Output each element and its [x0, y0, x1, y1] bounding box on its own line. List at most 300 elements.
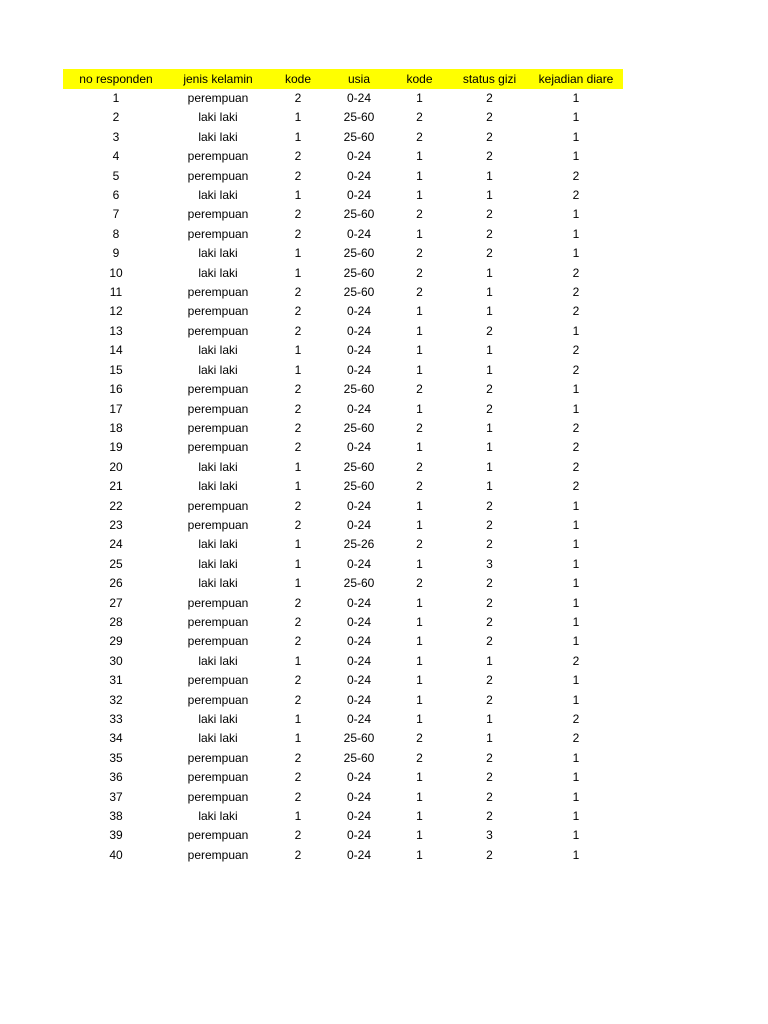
cell-no-responden: 17 [109, 401, 123, 416]
table-row [63, 768, 623, 787]
cell-kode-usia: 2 [416, 129, 423, 144]
table-row [63, 89, 623, 108]
cell-status-gizi: 2 [486, 692, 493, 707]
cell-kode-gender: 2 [294, 614, 302, 629]
cell-jenis-kelamin: perempuan [187, 323, 249, 338]
cell-kejadian-diare: 2 [572, 285, 580, 300]
cell-kode-usia: 1 [416, 634, 423, 649]
cell-no-responden: 10 [109, 265, 123, 280]
cell-usia: 0-24 [346, 323, 372, 338]
cell-kejadian-diare: 1 [572, 828, 580, 843]
table-row [63, 225, 623, 244]
cell-usia: 0-24 [346, 343, 372, 358]
cell-kode-usia: 2 [416, 459, 423, 474]
cell-kode-gender: 1 [294, 362, 302, 377]
cell-jenis-kelamin: laki laki [198, 129, 238, 144]
table-row [63, 400, 623, 419]
cell-status-gizi: 2 [486, 634, 493, 649]
cell-kode-gender: 2 [294, 149, 302, 164]
cell-no-responden: 35 [109, 750, 123, 765]
cell-status-gizi: 2 [486, 789, 493, 804]
cell-kejadian-diare: 2 [572, 653, 580, 668]
cell-kode-gender: 1 [294, 479, 302, 494]
cell-kode-usia: 2 [416, 382, 423, 397]
cell-jenis-kelamin: laki laki [198, 731, 238, 746]
cell-kode-gender: 2 [294, 420, 302, 435]
table-row [63, 361, 623, 380]
cell-kode-gender: 1 [294, 246, 302, 261]
cell-usia: 25-60 [343, 576, 375, 591]
cell-usia: 0-24 [346, 91, 372, 105]
cell-kejadian-diare: 1 [572, 614, 580, 629]
cell-kode-usia: 1 [416, 226, 423, 241]
cell-kejadian-diare: 1 [572, 226, 580, 241]
cell-kode-gender: 2 [294, 847, 302, 862]
table-row [63, 380, 623, 399]
cell-jenis-kelamin: laki laki [198, 246, 238, 261]
cell-no-responden: 20 [109, 459, 123, 474]
cell-status-gizi: 3 [486, 556, 493, 571]
header-no-responden: no responden [63, 69, 169, 89]
cell-jenis-kelamin: perempuan [187, 207, 249, 222]
cell-usia: 25-26 [343, 537, 375, 552]
table-row [63, 729, 623, 748]
header-kejadian-diare: kejadian diare [529, 69, 623, 89]
cell-status-gizi: 2 [486, 809, 493, 824]
cell-kejadian-diare: 2 [572, 479, 580, 494]
cell-no-responden: 40 [109, 847, 123, 862]
cell-kejadian-diare: 1 [572, 382, 580, 397]
cell-kode-gender: 2 [294, 750, 302, 765]
cell-kode-usia: 1 [416, 304, 423, 319]
cell-usia: 0-24 [346, 440, 372, 455]
cell-status-gizi: 1 [486, 731, 493, 746]
cell-status-gizi: 2 [486, 517, 493, 532]
table-row [63, 108, 623, 127]
cell-status-gizi: 1 [486, 304, 493, 319]
cell-kode-gender: 2 [294, 304, 302, 319]
cell-status-gizi: 1 [486, 420, 493, 435]
cell-usia: 25-60 [343, 382, 375, 397]
cell-kejadian-diare: 1 [572, 770, 580, 785]
cell-kejadian-diare: 1 [572, 323, 580, 338]
cell-no-responden: 5 [112, 168, 120, 183]
cell-no-responden: 15 [109, 362, 123, 377]
cell-kode-gender: 1 [294, 653, 302, 668]
cell-kode-gender: 2 [294, 828, 302, 843]
cell-kode-gender: 1 [294, 537, 302, 552]
cell-jenis-kelamin: perempuan [187, 634, 249, 649]
cell-no-responden: 37 [109, 789, 123, 804]
cell-jenis-kelamin: perempuan [187, 770, 249, 785]
cell-kode-gender: 2 [294, 595, 302, 610]
cell-status-gizi: 1 [486, 265, 493, 280]
cell-kode-usia: 1 [416, 556, 423, 571]
cell-kode-usia: 2 [416, 731, 423, 746]
cell-kejadian-diare: 1 [572, 110, 580, 125]
cell-usia: 0-24 [346, 712, 372, 726]
cell-usia: 25-60 [343, 265, 375, 280]
cell-kode-usia: 2 [416, 265, 423, 280]
table-row [63, 652, 623, 671]
cell-status-gizi: 1 [486, 188, 493, 203]
cell-kejadian-diare: 1 [572, 246, 580, 261]
table-row [63, 322, 623, 341]
cell-usia: 0-24 [346, 226, 372, 241]
cell-no-responden: 24 [109, 537, 123, 552]
header-row [63, 69, 623, 89]
cell-kejadian-diare: 2 [572, 343, 580, 358]
cell-no-responden: 9 [112, 246, 120, 261]
cell-kode-gender: 2 [294, 323, 302, 338]
cell-jenis-kelamin: perempuan [187, 847, 249, 862]
cell-kode-usia: 2 [416, 285, 423, 300]
cell-jenis-kelamin: perempuan [187, 517, 249, 532]
cell-kejadian-diare: 2 [572, 304, 580, 319]
cell-kode-gender: 1 [294, 712, 302, 726]
cell-jenis-kelamin: laki laki [198, 362, 238, 377]
cell-kode-gender: 1 [294, 188, 302, 203]
cell-status-gizi: 2 [486, 226, 493, 241]
cell-kejadian-diare: 1 [572, 847, 580, 862]
cell-status-gizi: 3 [486, 828, 493, 843]
cell-kode-usia: 2 [416, 207, 423, 222]
cell-kode-gender: 1 [294, 731, 302, 746]
cell-status-gizi: 2 [486, 207, 493, 222]
cell-jenis-kelamin: perempuan [187, 149, 249, 164]
cell-jenis-kelamin: perempuan [187, 828, 249, 843]
cell-usia: 0-24 [346, 401, 372, 416]
cell-kode-gender: 2 [294, 498, 302, 513]
table-row [63, 419, 623, 438]
cell-jenis-kelamin: laki laki [198, 265, 238, 280]
cell-jenis-kelamin: perempuan [187, 382, 249, 397]
cell-usia: 25-60 [343, 731, 375, 746]
cell-jenis-kelamin: perempuan [187, 673, 249, 688]
cell-status-gizi: 2 [486, 498, 493, 513]
cell-usia: 25-60 [343, 246, 375, 261]
cell-jenis-kelamin: perempuan [187, 750, 249, 765]
table-body [63, 89, 623, 865]
cell-jenis-kelamin: perempuan [187, 595, 249, 610]
cell-status-gizi: 2 [486, 847, 493, 862]
table-row [63, 438, 623, 457]
table-row [63, 826, 623, 845]
cell-jenis-kelamin: perempuan [187, 440, 249, 455]
cell-no-responden: 16 [109, 382, 123, 397]
table-row [63, 574, 623, 593]
cell-kode-usia: 2 [416, 537, 423, 552]
cell-status-gizi: 2 [486, 614, 493, 629]
cell-usia: 0-24 [346, 809, 372, 824]
cell-kode-usia: 1 [416, 770, 423, 785]
cell-kode-gender: 1 [294, 343, 302, 358]
cell-kode-usia: 1 [416, 323, 423, 338]
cell-kode-usia: 1 [416, 712, 423, 726]
cell-kode-usia: 1 [416, 401, 423, 416]
cell-status-gizi: 1 [486, 712, 493, 726]
cell-jenis-kelamin: laki laki [198, 576, 238, 591]
cell-kode-usia: 1 [416, 614, 423, 629]
cell-status-gizi: 1 [486, 459, 493, 474]
cell-usia: 0-24 [346, 789, 372, 804]
cell-usia: 0-24 [346, 653, 372, 668]
cell-jenis-kelamin: laki laki [198, 809, 238, 824]
cell-kode-usia: 1 [416, 188, 423, 203]
cell-jenis-kelamin: perempuan [187, 285, 249, 300]
cell-status-gizi: 2 [486, 401, 493, 416]
table-row [63, 613, 623, 632]
cell-kejadian-diare: 1 [572, 129, 580, 144]
cell-kode-gender: 2 [294, 789, 302, 804]
cell-kode-gender: 1 [294, 459, 302, 474]
cell-kejadian-diare: 1 [572, 750, 580, 765]
cell-usia: 0-24 [346, 828, 372, 843]
table-row [63, 147, 623, 166]
table-row [63, 244, 623, 263]
cell-kode-gender: 2 [294, 168, 302, 183]
cell-kode-usia: 1 [416, 789, 423, 804]
cell-kode-usia: 2 [416, 246, 423, 261]
cell-no-responden: 33 [109, 712, 123, 726]
header-kode-gender: kode [267, 69, 329, 89]
cell-status-gizi: 2 [486, 770, 493, 785]
cell-status-gizi: 1 [486, 653, 493, 668]
cell-kejadian-diare: 1 [572, 498, 580, 513]
cell-kode-usia: 1 [416, 828, 423, 843]
cell-kode-gender: 2 [294, 673, 302, 688]
cell-usia: 25-60 [343, 285, 375, 300]
cell-jenis-kelamin: laki laki [198, 537, 238, 552]
cell-usia: 0-24 [346, 847, 372, 862]
cell-kode-gender: 2 [294, 285, 302, 300]
cell-no-responden: 39 [109, 828, 123, 843]
cell-usia: 25-60 [343, 129, 375, 144]
cell-kode-gender: 2 [294, 91, 302, 105]
cell-no-responden: 32 [109, 692, 123, 707]
cell-kode-usia: 1 [416, 653, 423, 668]
cell-kode-usia: 1 [416, 692, 423, 707]
cell-jenis-kelamin: perempuan [187, 614, 249, 629]
cell-status-gizi: 2 [486, 673, 493, 688]
cell-jenis-kelamin: laki laki [198, 459, 238, 474]
cell-no-responden: 22 [109, 498, 123, 513]
table-row [63, 458, 623, 477]
cell-status-gizi: 1 [486, 285, 493, 300]
cell-kode-gender: 1 [294, 576, 302, 591]
cell-kejadian-diare: 2 [572, 712, 580, 726]
table-row [63, 555, 623, 574]
header-jenis-kelamin: jenis kelamin [169, 69, 267, 89]
cell-kode-gender: 2 [294, 517, 302, 532]
table-row [63, 749, 623, 768]
cell-usia: 25-60 [343, 750, 375, 765]
cell-no-responden: 18 [109, 420, 123, 435]
table-row [63, 671, 623, 690]
cell-jenis-kelamin: laki laki [198, 343, 238, 358]
cell-kode-usia: 1 [416, 343, 423, 358]
header-usia: usia [329, 69, 389, 89]
cell-kode-usia: 2 [416, 750, 423, 765]
table-row [63, 264, 623, 283]
cell-kejadian-diare: 1 [572, 634, 580, 649]
table-row [63, 302, 623, 321]
cell-kode-usia: 1 [416, 91, 423, 105]
cell-no-responden: 11 [109, 285, 123, 300]
cell-status-gizi: 2 [486, 110, 493, 125]
table-row [63, 341, 623, 360]
cell-kejadian-diare: 2 [572, 420, 580, 435]
cell-kode-gender: 2 [294, 440, 302, 455]
cell-status-gizi: 2 [486, 129, 493, 144]
cell-no-responden: 12 [109, 304, 123, 319]
cell-no-responden: 19 [109, 440, 123, 455]
cell-jenis-kelamin: perempuan [187, 91, 249, 105]
header-status-gizi: status gizi [450, 69, 529, 89]
cell-no-responden: 34 [109, 731, 123, 746]
cell-no-responden: 3 [112, 129, 120, 144]
cell-no-responden: 1 [112, 91, 120, 105]
cell-kejadian-diare: 1 [572, 692, 580, 707]
cell-status-gizi: 2 [486, 576, 493, 591]
cell-usia: 0-24 [346, 304, 372, 319]
data-table [63, 69, 623, 865]
cell-kode-usia: 1 [416, 595, 423, 610]
cell-status-gizi: 2 [486, 750, 493, 765]
cell-status-gizi: 2 [486, 149, 493, 164]
cell-usia: 0-24 [346, 614, 372, 629]
cell-kejadian-diare: 1 [572, 556, 580, 571]
cell-jenis-kelamin: perempuan [187, 692, 249, 707]
cell-kejadian-diare: 2 [572, 362, 580, 377]
table-row [63, 710, 623, 729]
cell-jenis-kelamin: perempuan [187, 789, 249, 804]
cell-kode-gender: 1 [294, 809, 302, 824]
cell-kode-gender: 1 [294, 129, 302, 144]
cell-jenis-kelamin: laki laki [198, 556, 238, 571]
cell-no-responden: 25 [109, 556, 123, 571]
cell-kejadian-diare: 1 [572, 207, 580, 222]
cell-status-gizi: 2 [486, 595, 493, 610]
cell-kode-usia: 2 [416, 110, 423, 125]
cell-kode-gender: 2 [294, 207, 302, 222]
cell-kode-usia: 1 [416, 673, 423, 688]
cell-usia: 25-60 [343, 420, 375, 435]
cell-no-responden: 14 [109, 343, 123, 358]
table-row [63, 477, 623, 496]
cell-status-gizi: 2 [486, 91, 493, 105]
cell-usia: 0-24 [346, 673, 372, 688]
cell-usia: 0-24 [346, 362, 372, 377]
cell-no-responden: 38 [109, 809, 123, 824]
cell-usia: 0-24 [346, 517, 372, 532]
cell-kejadian-diare: 2 [572, 168, 580, 183]
cell-kode-gender: 2 [294, 634, 302, 649]
cell-no-responden: 30 [109, 653, 123, 668]
table-row [63, 846, 623, 865]
cell-status-gizi: 1 [486, 168, 493, 183]
cell-status-gizi: 1 [486, 362, 493, 377]
cell-no-responden: 7 [112, 207, 120, 222]
cell-no-responden: 8 [112, 226, 120, 241]
cell-kode-usia: 2 [416, 576, 423, 591]
cell-kode-usia: 1 [416, 168, 423, 183]
cell-kejadian-diare: 1 [572, 595, 580, 610]
cell-kejadian-diare: 2 [572, 440, 580, 455]
cell-no-responden: 36 [109, 770, 123, 785]
cell-status-gizi: 1 [486, 343, 493, 358]
cell-usia: 0-24 [346, 595, 372, 610]
cell-status-gizi: 1 [486, 479, 493, 494]
table-row [63, 128, 623, 147]
cell-usia: 0-24 [346, 556, 372, 571]
cell-kode-usia: 2 [416, 479, 423, 494]
cell-status-gizi: 2 [486, 246, 493, 261]
cell-kejadian-diare: 1 [572, 789, 580, 804]
table-row [63, 691, 623, 710]
cell-jenis-kelamin: laki laki [198, 479, 238, 494]
header-kode-usia: kode [389, 69, 450, 89]
cell-jenis-kelamin: perempuan [187, 420, 249, 435]
cell-jenis-kelamin: laki laki [198, 110, 238, 125]
cell-kejadian-diare: 2 [572, 265, 580, 280]
cell-status-gizi: 2 [486, 382, 493, 397]
cell-no-responden: 31 [109, 673, 123, 688]
cell-kode-gender: 2 [294, 770, 302, 785]
cell-kode-usia: 1 [416, 847, 423, 862]
cell-kejadian-diare: 2 [572, 731, 580, 746]
table-row [63, 632, 623, 651]
cell-status-gizi: 2 [486, 323, 493, 338]
cell-jenis-kelamin: perempuan [187, 226, 249, 241]
cell-no-responden: 29 [109, 634, 123, 649]
cell-kode-usia: 1 [416, 362, 423, 377]
table-row [63, 167, 623, 186]
cell-usia: 0-24 [346, 498, 372, 513]
cell-usia: 0-24 [346, 149, 372, 164]
cell-jenis-kelamin: perempuan [187, 498, 249, 513]
cell-usia: 0-24 [346, 168, 372, 183]
cell-status-gizi: 1 [486, 440, 493, 455]
cell-kejadian-diare: 1 [572, 517, 580, 532]
cell-kode-usia: 2 [416, 420, 423, 435]
cell-no-responden: 13 [109, 323, 123, 338]
cell-kejadian-diare: 1 [572, 537, 580, 552]
table-row [63, 205, 623, 224]
cell-no-responden: 26 [109, 576, 123, 591]
table-row [63, 186, 623, 205]
cell-no-responden: 28 [109, 614, 123, 629]
cell-kejadian-diare: 2 [572, 459, 580, 474]
cell-kode-usia: 1 [416, 809, 423, 824]
cell-jenis-kelamin: perempuan [187, 401, 249, 416]
cell-kode-gender: 1 [294, 110, 302, 125]
table-row [63, 788, 623, 807]
cell-kejadian-diare: 1 [572, 91, 580, 105]
cell-no-responden: 2 [112, 110, 120, 125]
cell-kejadian-diare: 2 [572, 188, 580, 203]
cell-usia: 0-24 [346, 692, 372, 707]
cell-no-responden: 6 [112, 188, 120, 203]
cell-jenis-kelamin: perempuan [187, 304, 249, 319]
cell-usia: 0-24 [346, 188, 372, 203]
cell-kode-usia: 1 [416, 149, 423, 164]
cell-kejadian-diare: 1 [572, 809, 580, 824]
cell-usia: 0-24 [346, 770, 372, 785]
table-row [63, 594, 623, 613]
table-row [63, 283, 623, 302]
cell-kode-gender: 2 [294, 692, 302, 707]
